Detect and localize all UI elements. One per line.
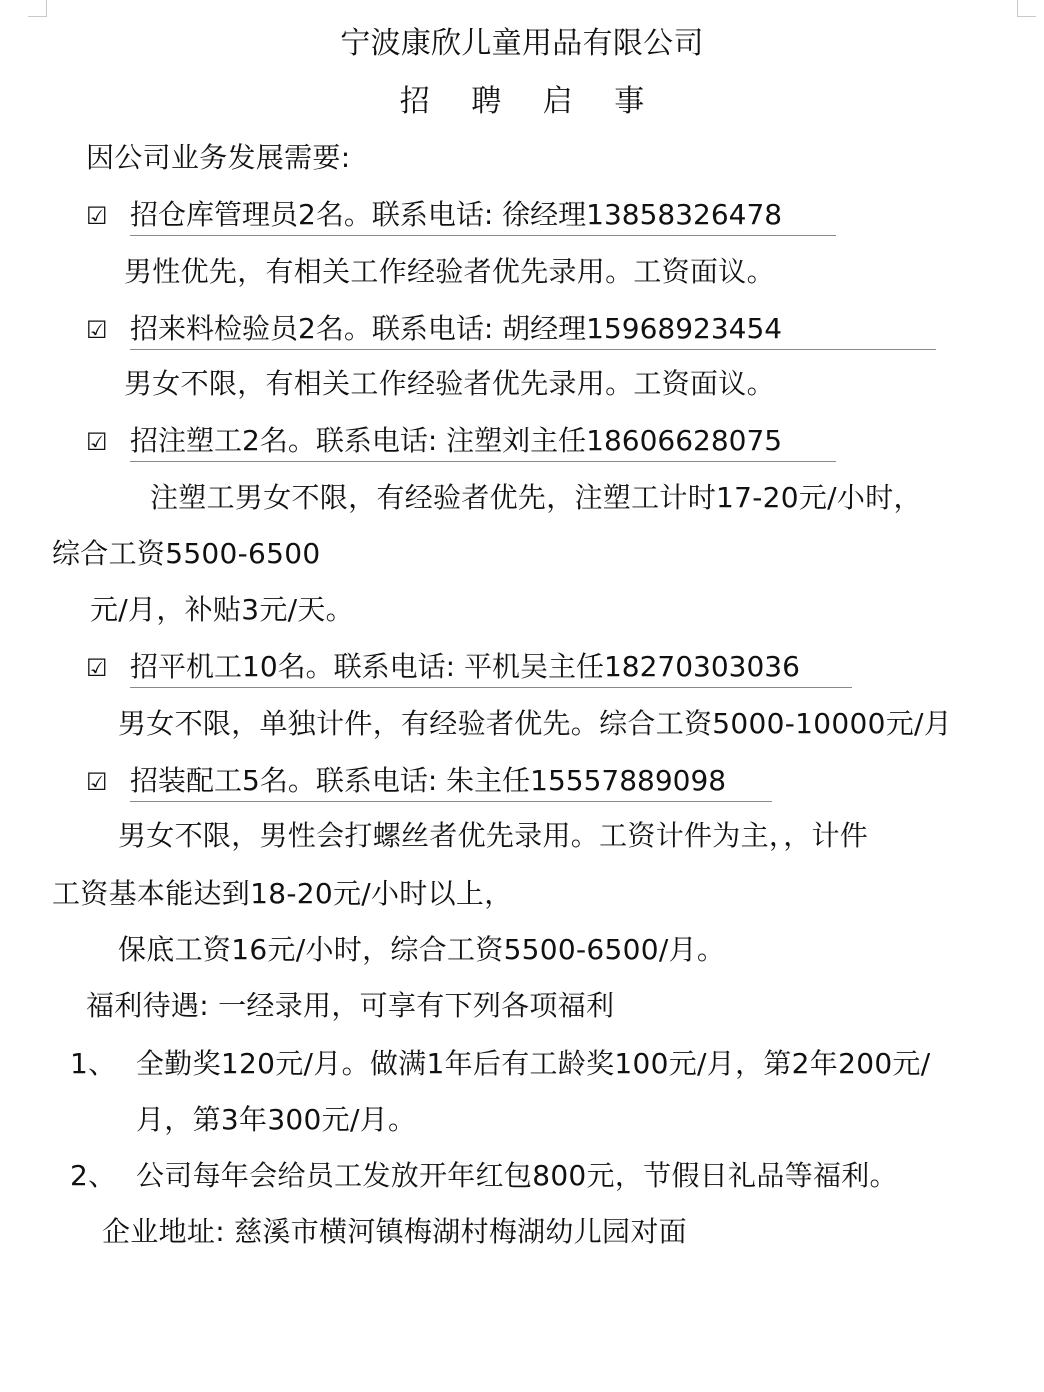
job-detail: 保底工资16元/小时，综合工资5500-6500/月。	[118, 933, 726, 966]
company-title: 宁波康欣儿童用品有限公司	[340, 26, 704, 61]
benefit-text: 全勤奖120元/月。做满1年后有工龄奖100元/月，第2年200元/	[136, 1047, 931, 1080]
job-heading: 招仓库管理员2名。联系电话: 徐经理13858326478	[130, 197, 836, 236]
job-material-inspector	[86, 310, 936, 350]
company-address: 企业地址: 慈溪市横河镇梅湖村梅湖幼儿园对面	[102, 1215, 687, 1248]
benefit-text: 公司每年会给员工发放开年红包800元，节假日礼品等福利。	[136, 1159, 898, 1192]
benefit-number: 2、	[70, 1159, 117, 1192]
job-detail: 男女不限，男性会打螺丝者优先录用。工资计件为主，，计件	[118, 819, 869, 852]
job-injection-molder	[86, 422, 836, 462]
job-heading: 招来料检验员2名。联系电话: 胡经理15968923454	[130, 311, 936, 350]
job-heading: 招装配工5名。联系电话: 朱主任15557889098	[130, 763, 772, 802]
checkbox-checked-icon: ☑	[86, 316, 108, 344]
job-detail: 综合工资5500-6500	[52, 537, 321, 570]
job-detail: 注塑工男女不限，有经验者优先，注塑工计时17-20元/小时，	[150, 481, 922, 514]
page-corner-mark-right	[1017, 0, 1036, 17]
job-detail: 男女不限，有相关工作经验者优先录用。工资面议。	[124, 367, 775, 400]
job-detail: 男性优先，有相关工作经验者优先录用。工资面议。	[124, 255, 775, 288]
checkbox-checked-icon: ☑	[86, 654, 108, 682]
checkbox-checked-icon: ☑	[86, 768, 108, 796]
intro-text: 因公司业务发展需要:	[86, 141, 351, 174]
checkbox-checked-icon: ☑	[86, 428, 108, 456]
benefit-text: 月，第3年300元/月。	[136, 1103, 417, 1136]
job-assembly-worker	[86, 762, 772, 802]
job-heading: 招平机工10名。联系电话: 平机吴主任18270303036	[130, 649, 852, 688]
job-detail: 元/月，补贴3元/天。	[90, 593, 354, 626]
checkbox-checked-icon: ☑	[86, 202, 108, 230]
job-detail: 工资基本能达到18-20元/小时以上，	[52, 877, 513, 910]
benefits-title: 福利待遇: 一经录用，可享有下列各项福利	[86, 989, 615, 1022]
page-corner-mark-left	[28, 0, 47, 17]
job-detail: 男女不限，单独计件，有经验者优先。综合工资5000-10000元/月	[118, 707, 953, 740]
job-heading: 招注塑工2名。联系电话: 注塑刘主任18606628075	[130, 423, 836, 462]
job-warehouse-manager	[86, 196, 836, 236]
notice-title: 招 聘 启 事	[399, 84, 661, 119]
job-flatbed-machine-worker	[86, 648, 852, 688]
benefit-number: 1、	[70, 1047, 117, 1080]
